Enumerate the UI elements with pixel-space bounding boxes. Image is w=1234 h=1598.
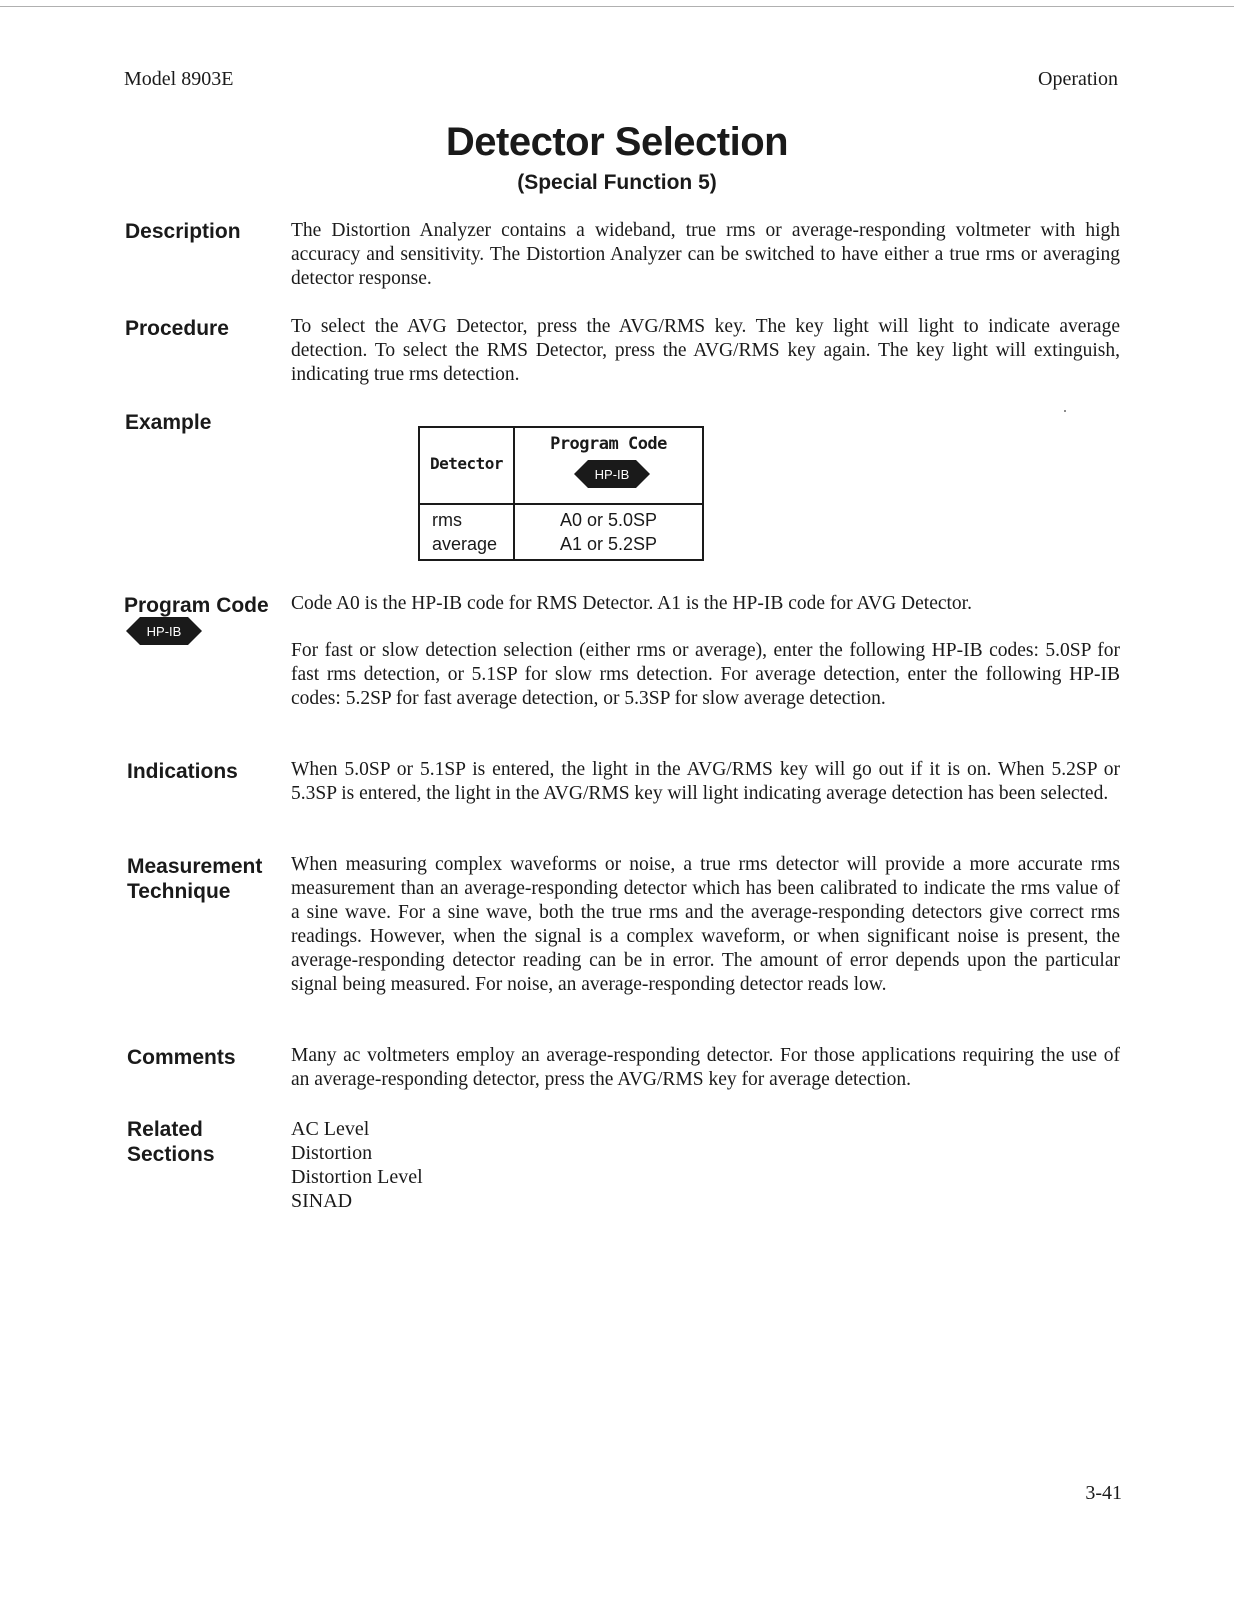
related-item: Distortion: [291, 1142, 373, 1164]
related-item: Distortion Level: [291, 1166, 423, 1188]
page-number: 3-41: [1085, 1482, 1122, 1504]
table-header-program-code: Program Code: [550, 434, 667, 454]
procedure-text: To select the AVG Detector, press the AVG/RMS key. The key light will light to indicate average detection. To select the RMS Detector, press the AVG/RMS key again. The key light will extinguish, indicating true rms detection.: [291, 316, 1120, 385]
table-cell-detector-rms: rms: [432, 510, 462, 530]
technique-label-line: Technique: [127, 880, 231, 903]
table-cell-code-rms: A0 or 5.0SP: [559, 510, 658, 530]
related-sections-list: [291, 1117, 423, 1213]
comments-text: Many ac voltmeters employ an average-responding detector. For those applications requiring the use of an average-responding detector, press the AVG/RMS key for average detection.: [291, 1045, 1120, 1090]
example-label: Example: [125, 411, 212, 434]
table-cell-code-average: A1 or 5.2SP: [559, 534, 658, 554]
related-sections-label: [127, 1117, 215, 1167]
page-subtitle: (Special Function 5): [517, 171, 717, 194]
hpib-arrow-icon: [572, 458, 652, 490]
table-header-divider: [420, 503, 702, 505]
stray-dot: [1064, 410, 1066, 412]
hpib-badge-label: HP-IB: [146, 624, 182, 639]
top-rule: [0, 6, 1234, 7]
page-title: Detector Selection: [445, 120, 789, 164]
example-table: [418, 426, 704, 561]
hpib-arrow-icon: [124, 615, 204, 647]
indications-text: When 5.0SP or 5.1SP is entered, the light in the AVG/RMS key will go out if it is on. When 5.2SP or 5.3SP is entered, the light in the AVG/RMS key will light indicating average detection has been selected.: [291, 759, 1120, 804]
description-label: Description: [125, 220, 241, 243]
procedure-label: Procedure: [125, 317, 229, 340]
program-code-label: Program Code: [124, 594, 269, 617]
description-text: The Distortion Analyzer contains a wideband, true rms or average-responding voltmeter with high accuracy and sensitivity. The Distortion Analyzer can be switched to have either a true rms or averaging detector response.: [291, 220, 1120, 289]
indications-label: Indications: [127, 760, 238, 783]
table-cell-detector-average: average: [432, 534, 498, 554]
program-code-text-2: For fast or slow detection selection (either rms or average), enter the following HP-IB codes: 5.0SP for fast rms detection, or 5.1SP for slow rms detection. For average detection, enter the following HP-IB codes: 5.2SP for fast average detection, or 5.3SP for slow average detection.: [291, 640, 1120, 709]
comments-label: Comments: [127, 1046, 236, 1069]
related-item: SINAD: [291, 1190, 353, 1212]
header-section: Operation: [1038, 68, 1118, 90]
measurement-label-line: Measurement: [127, 855, 263, 878]
related-label-line: Related: [127, 1118, 203, 1141]
hpib-badge-label: HP-IB: [594, 467, 630, 482]
table-header-detector: Detector: [429, 454, 504, 473]
measurement-technique-text: When measuring complex waveforms or noise, a true rms detector will provide a more accurate rms measurement than an average-responding detector which has been calibrated to indicate the rms value of a sine wave. For a sine wave, both the true rms and the average-responding detectors give correct rms readings. However, when the signal is a complex waveform, or when significant noise is present, the average-responding detector reading can be in error. The amount of error depends upon the particular signal being measured. For noise, an average-responding detector reads low.: [291, 854, 1120, 995]
program-code-text-1: Code A0 is the HP-IB code for RMS Detector. A1 is the HP-IB code for AVG Detector.: [291, 593, 972, 614]
header-model: Model 8903E: [124, 68, 234, 90]
sections-label-line: Sections: [127, 1143, 215, 1166]
related-item: AC Level: [291, 1118, 370, 1140]
measurement-technique-label: [127, 854, 262, 904]
